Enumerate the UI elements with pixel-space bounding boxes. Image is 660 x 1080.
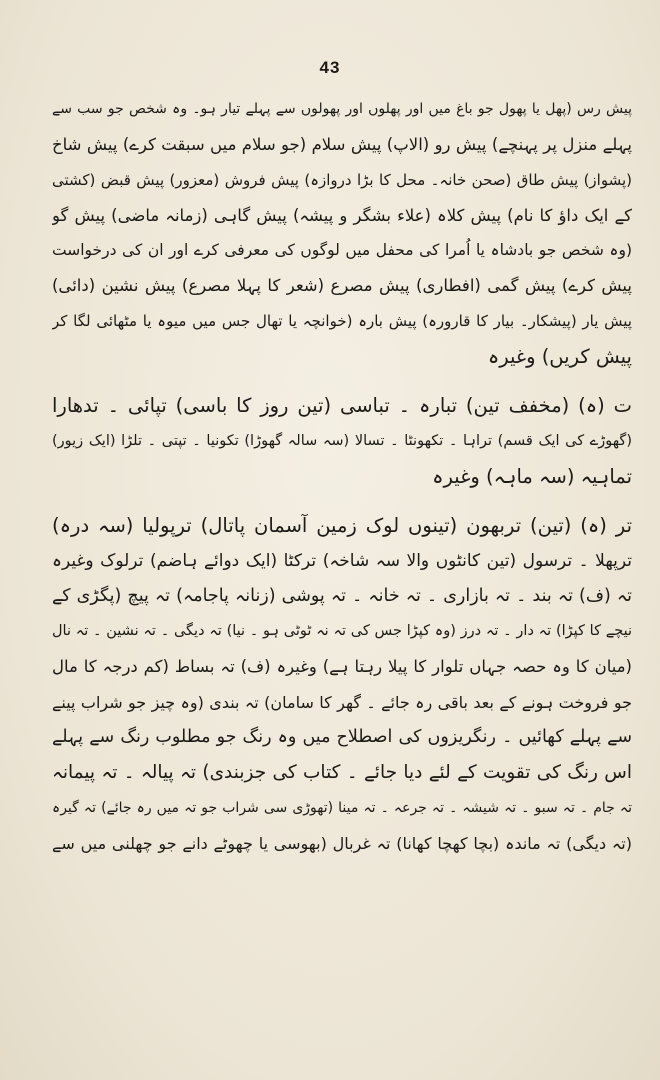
text-line: پیش یار (پیشکار۔ بیار کا قارورہ) پیش بارہ (خوانچہ یا تھال جس میں میوہ یا مٹھائی لگا کر [52,311,632,330]
page-text [52,92,632,861]
text-line: (میان کا وہ حصہ جہاں تلوار کا پیلا رہتا ہے) وغیرہ (ف) تہ بساط (کم درجہ کا مال [52,657,632,677]
text-line: تماہیہ (سہ ماہہ) وغیرہ [432,464,632,488]
text-line: تہ جام ۔ تہ سبو ۔ تہ شیشہ ۔ تہ جرعہ ۔ تہ مینا (تھوڑی سی شراب جو تہ میں رہ جائے) تہ گیرہ [52,799,632,816]
text-line: جو فروخت ہونے کے بعد باقی رہ جائے ۔ گھر کا سامان) تہ بندی (وہ چیز جو شراب پینے [52,692,632,712]
paragraph-gap [52,374,632,388]
text-line: (پشواز) پیش طاق (صحن خانہ۔ محل کا بڑا دروازہ) پیش فروش (معزور) پیش قبض (کشتی [52,170,632,189]
text-line: پیش کرے) پیش گمی (افطاری) پیش مصرع (شعر کا پہلا مصرع) پیش نشین (دائی) [52,276,632,296]
text-line: تر (ہ) (تین) تربھون (تینوں لوک زمین آسمان پاتال) ترپولیا (سہ درہ) [52,514,632,538]
text-line: نیچے کا کپڑا) تہ دار ۔ تہ درز (وہ کپڑا جس کی تہ نہ ٹوٹی ہو ۔ نیا) تہ دیگی ۔ تہ نشین ۔ تہ نال [52,623,632,640]
text-line: پہلے منزل پر پہنچے) پیش رو (الاپ) پیش سلام (جو سلام میں سبقت کرے) پیش شاخ [52,135,632,155]
text-line: (وہ شخص جو بادشاہ یا اُمرا کی محفل میں لوگوں کی معرفی کرے اور ان کی درخواست [52,241,632,260]
text-line: سے پہلے کھائیں ۔ رنگریزوں کی اصطلاح میں وہ رنگ جو مطلوب رنگ سے پہلے [52,727,632,748]
text-line: کے ایک داؤ کا نام) پیش کلاہ (علاء بشگر و پیشہ) پیش گاہی (زمانہ ماضی) پیش گو [52,205,632,225]
text-line: پیش رس (پھل یا پھول جو باغ میں اور پھلوں اور پھولوں سے پہلے تیار ہو۔ وہ شخص جو سب سے [52,101,632,117]
text-line: پیش کریں) وغیرہ [487,345,632,369]
text-line: (تہ دیگی) تہ ماندہ (بچا کھچا کھانا) تہ غربال (بھوسی یا چھوٹے دانے جو چھلنی میں سے [52,833,632,853]
text-line: اس رنگ کی تقویت کے لئے دیا جائے ۔ کتاب کی جزبندی) تہ پیالہ ۔ تہ پیمانہ [52,762,632,784]
text-line: ترپھلا ۔ ترسول (تین کانٹوں والا سہ شاخہ) ترکٹا (ایک دوائے ہاضم) ترلوک وغیرہ [52,550,632,571]
page-number: 43 [319,58,341,77]
text-line: ت (ہ) (مخفف تین) تبارہ ۔ تباسی (تین روز کا باسی) تپائی ۔ تدھارا [52,394,632,418]
text-line: (گھوڑے کی ایک قسم) تراہا ۔ تکھونٹا ۔ تسالا (سہ سالہ گھوڑا) تکونیا ۔ تپتی ۔ تلڑا (ایک زیور) [52,432,632,449]
text-line: تہ (ف) تہ بند ۔ تہ بازاری ۔ تہ خانہ ۔ تہ پوشی (زنانہ پاجامہ) تہ پیچ (پگڑی کے [52,585,632,606]
paragraph-gap [52,494,632,508]
